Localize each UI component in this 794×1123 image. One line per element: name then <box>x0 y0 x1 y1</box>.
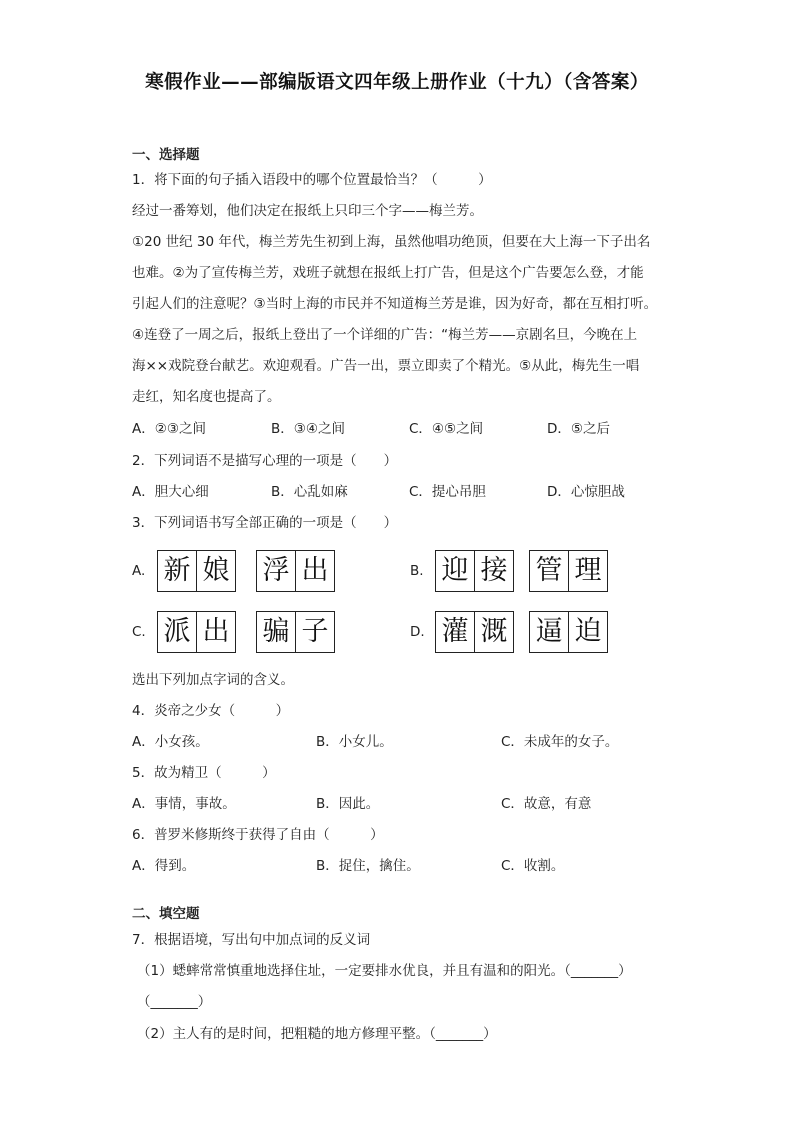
page-title: 寒假作业——部编版语文四年级上册作业（十九）（含答案） <box>145 72 649 93</box>
option-a-label[interactable]: A. <box>132 563 146 579</box>
tianzige-word <box>529 550 608 592</box>
option-c[interactable]: C．收割。 <box>501 858 565 874</box>
option-d[interactable]: D．⑤之后 <box>547 421 610 437</box>
option-b[interactable]: B．心乱如麻 <box>271 484 348 500</box>
option-a[interactable]: A．事情，事故。 <box>132 796 236 812</box>
option-c[interactable]: C．未成年的女子。 <box>501 734 619 750</box>
char-cell: 浮 <box>262 555 290 586</box>
option-b[interactable]: B．③④之间 <box>271 421 345 437</box>
char-cell: 子 <box>295 612 334 652</box>
char-cell: 派 <box>163 616 191 647</box>
char-cell: 溉 <box>474 612 513 652</box>
tianzige-word <box>256 550 335 592</box>
tianzige-word <box>435 550 514 592</box>
question-7-sub-2[interactable]: （2）主人有的是时间，把粗糙的地方修理平整。（_______） <box>137 1026 497 1042</box>
tianzige-word <box>435 611 514 653</box>
question-7-stem: 7．根据语境，写出句中加点词的反义词 <box>132 932 371 948</box>
question-1-sentence: 经过一番筹划，他们决定在报纸上只印三个字——梅兰芳。 <box>132 203 483 219</box>
section-heading-fill: 二、填空题 <box>132 906 200 922</box>
tianzige-word <box>529 611 608 653</box>
char-cell: 理 <box>568 551 607 591</box>
char-cell: 逼 <box>535 616 563 647</box>
passage-line: 引起人们的注意呢？③当时上海的市民并不知道梅兰芳是谁，因为好奇，都在互相打听。 <box>132 296 658 312</box>
char-cell: 娘 <box>196 551 235 591</box>
option-c[interactable]: C．④⑤之间 <box>409 421 484 437</box>
option-a[interactable]: A．②③之间 <box>132 421 206 437</box>
char-cell: 管 <box>535 555 563 586</box>
option-b-label[interactable]: B. <box>410 563 424 579</box>
option-c[interactable]: C．提心吊胆 <box>409 484 486 500</box>
char-cell: 新 <box>163 555 191 586</box>
option-b[interactable]: B．因此。 <box>316 796 380 812</box>
instruction-text: 选出下列加点字词的含义。 <box>132 672 294 688</box>
char-cell: 迎 <box>441 555 469 586</box>
question-7-sub-1-blank[interactable]: （_______） <box>137 994 212 1010</box>
char-cell: 骗 <box>262 616 290 647</box>
char-cell: 迫 <box>568 612 607 652</box>
char-cell: 出 <box>196 612 235 652</box>
passage-line: 海××戏院登台献艺。欢迎观看。广告一出，票立即卖了个精光。⑤从此，梅先生一唱 <box>132 358 640 374</box>
option-a[interactable]: A．小女孩。 <box>132 734 209 750</box>
passage-line: 也难。②为了宣传梅兰芳，戏班子就想在报纸上打广告，但是这个广告要怎么登，才能 <box>132 265 644 281</box>
question-3-stem: 3．下列词语书写全部正确的一项是（ ） <box>132 515 398 531</box>
passage-line: ①20 世纪 30 年代，梅兰芳先生初到上海，虽然他唱功绝顶，但要在大上海一下子出名 <box>132 234 651 250</box>
question-2-stem: 2．下列词语不是描写心理的一项是（ ） <box>132 453 398 469</box>
question-1-stem: 1．将下面的句子插入语段中的哪个位置最恰当？（ ） <box>132 172 492 188</box>
option-b[interactable]: B．捉住，擒住。 <box>316 858 420 874</box>
tianzige-word <box>256 611 335 653</box>
question-5-stem: 5．故为精卫（ ） <box>132 765 276 781</box>
question-4-stem: 4．炎帝之少女（ ） <box>132 703 290 719</box>
option-d[interactable]: D．心惊胆战 <box>547 484 625 500</box>
question-7-sub-1[interactable]: （1）蟋蟀常常慎重地选择住址，一定要排水优良，并且有温和的阳光。（_______） <box>137 963 632 979</box>
section-heading-choice: 一、选择题 <box>132 147 200 163</box>
passage-line: ④连登了一周之后，报纸上登出了一个详细的广告：“梅兰芳——京剧名旦，今晚在上 <box>132 327 638 343</box>
option-c-label[interactable]: C. <box>132 624 146 640</box>
option-a[interactable]: A．得到。 <box>132 858 196 874</box>
char-cell: 接 <box>474 551 513 591</box>
option-c[interactable]: C．故意，有意 <box>501 796 592 812</box>
option-a[interactable]: A．胆大心细 <box>132 484 209 500</box>
passage-line: 走红，知名度也提高了。 <box>132 389 281 405</box>
tianzige-word <box>157 550 236 592</box>
char-cell: 出 <box>295 551 334 591</box>
option-b[interactable]: B．小女儿。 <box>316 734 393 750</box>
option-d-label[interactable]: D. <box>410 624 425 640</box>
char-cell: 灌 <box>441 616 469 647</box>
tianzige-word <box>157 611 236 653</box>
question-6-stem: 6．普罗米修斯终于获得了自由（ ） <box>132 827 384 843</box>
